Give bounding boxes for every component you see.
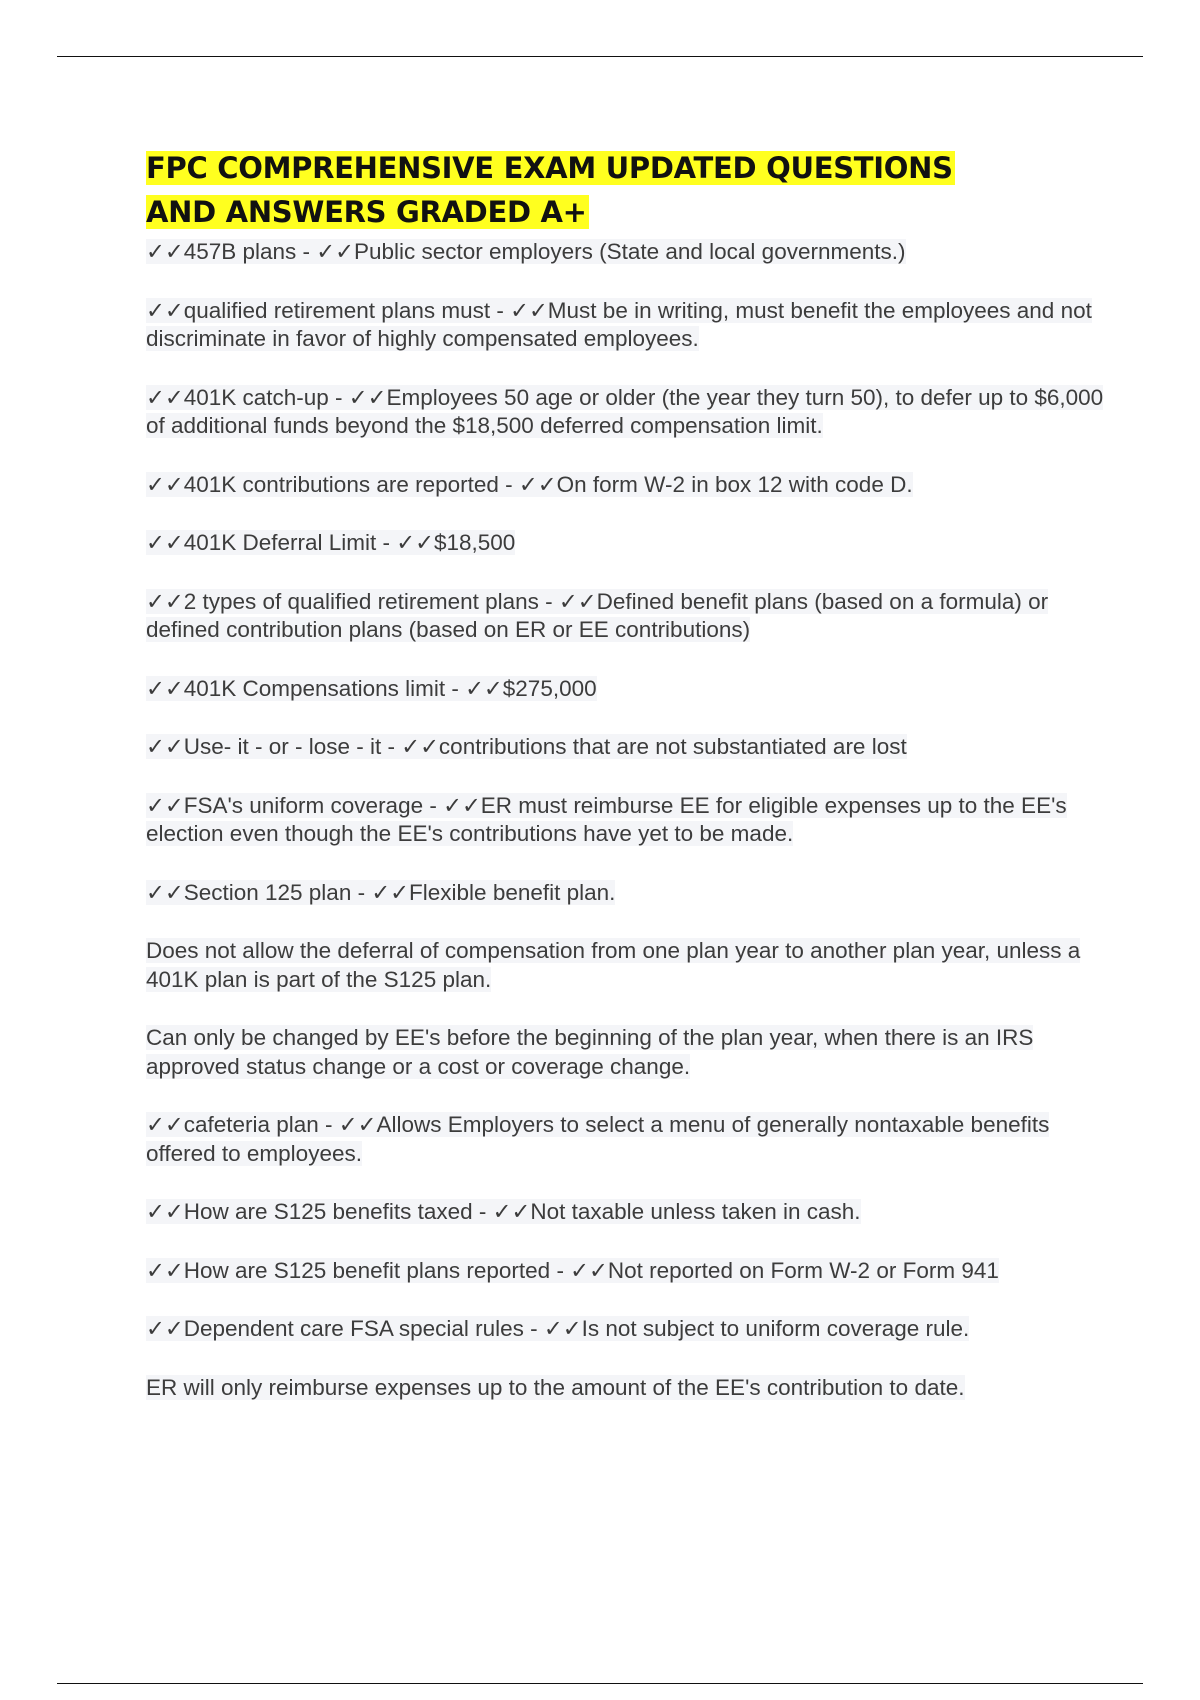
title-line-1: FPC COMPREHENSIVE EXAM UPDATED QUESTIONS xyxy=(146,151,953,185)
note-paragraph: ER will only reimburse expenses up to the amount of the EE's contribution to date. xyxy=(146,1374,965,1400)
note-paragraph: Does not allow the deferral of compensation from one plan year to another plan year, unless a 401K plan is part of the S125 plan. xyxy=(146,938,1081,992)
qa-entry: ✓✓Use- it - or - lose - it - ✓✓contributions that are not substantiated are lost xyxy=(146,734,907,759)
qa-entry: ✓✓How are S125 benefits taxed - ✓✓Not taxable unless taken in cash. xyxy=(146,1199,861,1224)
qa-entry: ✓✓401K catch-up - ✓✓Employees 50 age or older (the year they turn 50), to defer up to $6,000 of additional funds beyond the $18,500 deferred compensation limit. xyxy=(146,384,1104,438)
document-body xyxy=(146,146,1106,1432)
title-line-2: AND ANSWERS GRADED A+ xyxy=(146,195,587,229)
qa-entry: ✓✓2 types of qualified retirement plans - ✓✓Defined benefit plans (based on a formula) or defined contribution plans (based on ER or EE contributions) xyxy=(146,588,1049,642)
qa-entry: ✓✓401K Compensations limit - ✓✓$275,000 xyxy=(146,675,597,701)
qa-list xyxy=(146,238,1106,1402)
header-rule xyxy=(57,56,1143,57)
document-title xyxy=(146,146,1106,234)
footer-rule xyxy=(57,1683,1143,1684)
qa-entry: ✓✓FSA's uniform coverage - ✓✓ER must reimburse EE for eligible expenses up to the EE's election even though the EE's contributions have yet to be made. xyxy=(146,792,1067,846)
qa-entry: ✓✓401K contributions are reported - ✓✓On form W-2 in box 12 with code D. xyxy=(146,471,913,497)
qa-entry: ✓✓Section 125 plan - ✓✓Flexible benefit plan. xyxy=(146,879,616,905)
qa-entry: ✓✓cafeteria plan - ✓✓Allows Employers to select a menu of generally nontaxable benefits offered to employees. xyxy=(146,1112,1050,1166)
qa-entry: ✓✓qualified retirement plans must - ✓✓Must be in writing, must benefit the employees and not discriminate in favor of highly compensated employees. xyxy=(146,297,1092,351)
qa-entry: ✓✓457B plans - ✓✓Public sector employers (State and local governments.) xyxy=(146,239,906,264)
qa-entry: ✓✓How are S125 benefit plans reported - ✓✓Not reported on Form W-2 or Form 941 xyxy=(146,1257,999,1283)
qa-entry: ✓✓Dependent care FSA special rules - ✓✓Is not subject to uniform coverage rule. xyxy=(146,1316,970,1341)
note-paragraph: Can only be changed by EE's before the beginning of the plan year, when there is an IRS approved status change or a cost or coverage change. xyxy=(146,1025,1034,1079)
qa-entry: ✓✓401K Deferral Limit - ✓✓$18,500 xyxy=(146,530,516,555)
